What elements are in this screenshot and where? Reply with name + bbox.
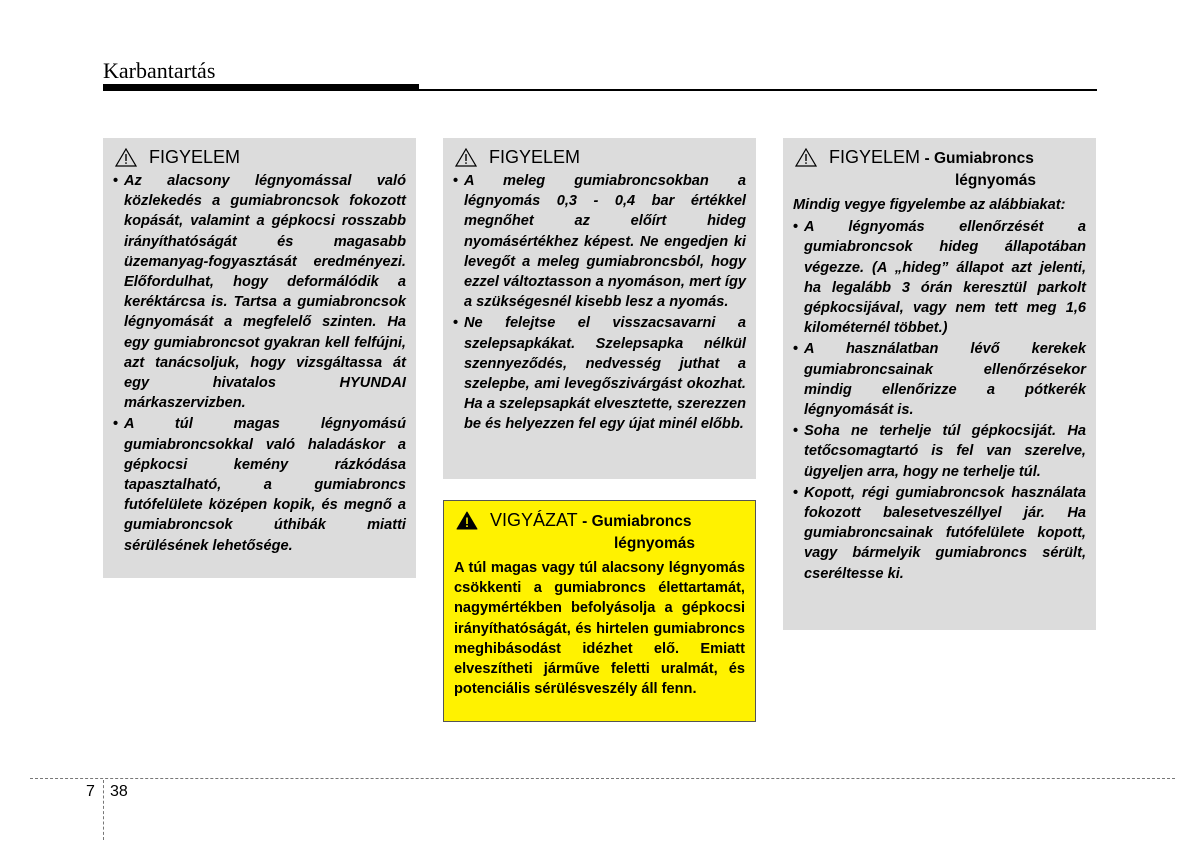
list-item: • A túl magas légnyomású gumiabroncsokkal való haladáskor a gépkocsi kemény rázkódása tapasztalható, a gumiabroncs futófelülete középen kopik, és megnő a gumiabroncsok úthibák miatti sérülésének lehetősége. <box>113 414 406 555</box>
warning-box-1-header <box>113 147 406 168</box>
footer-divider <box>30 778 1175 779</box>
list-item: • Soha ne terhelje túl gépkocsiját. Ha tetőcsomagtartó is fel van szerelve, ügyeljen arra, hogy ne terhelje túl. <box>793 421 1086 482</box>
warning-box-2-list <box>453 171 746 435</box>
caution-box-subtitle-line2: légnyomás <box>614 535 695 552</box>
warning-box-2-title: FIGYELEM <box>489 147 581 167</box>
header-rule-thick <box>103 84 419 91</box>
page-number: 38 <box>110 783 128 800</box>
warning-triangle-icon <box>115 148 137 167</box>
caution-box-title: VIGYÁZAT <box>490 510 578 530</box>
caution-box-subtitle: - Gumiabroncs <box>582 513 692 530</box>
list-item: • A légnyomás ellenőrzését a gumiabroncsok hideg állapotában végezze. (A „hideg” állapot azt jelenti, ha legalább 3 órán keresztül parkolt gépkocsijával, vagy nem tett meg 1,6 kilométernél többet.) <box>793 217 1086 338</box>
warning-box-3-header <box>793 147 1086 192</box>
warning-box-2-header <box>453 147 746 168</box>
caution-box <box>443 500 756 722</box>
header-title: Karbantartás <box>103 58 216 83</box>
list-item: • Az alacsony légnyomással való közlekedés a gumiabroncsok fokozott kopását, valamint a gépkocsi rosszabb irányíthatóságát és magasabb üzemanyag-fogyasztását eredményezi. Előfordulhat, hogy deformálódik a keréktárcsa is. Tartsa a gumiabroncsok légnyomását a megfelelő szinten. Ha egy gumiabroncsot gyakran kell felfújni, azt tanácsoljuk, hogy vizsgáltassa át egy hivatalos HYUNDAI márkaszervizben. <box>113 171 406 413</box>
list-item: • Kopott, régi gumiabroncsok használata fokozott balesetveszéllyel jár. Ha gumiabroncsainak futófelülete kopott, vagy bármelyik gumiabroncs sérült, cseréltesse ki. <box>793 483 1086 584</box>
list-item: • Ne felejtse el visszacsavarni a szelepsapkákat. Szelepsapka nélkül szennyeződés, nedvesség juthat a szelepbe, ami levegőszivárgást okozhat. Ha a szelepsapkát elvesztette, szerezzen be és helyezzen fel egy újat minél előbb. <box>453 313 746 434</box>
warning-box-3-subtitle-line2: légnyomás <box>955 172 1036 189</box>
footer-vertical-divider <box>103 780 104 840</box>
warning-box-3-list <box>793 217 1086 584</box>
warning-box-1 <box>103 138 416 578</box>
warning-box-1-title: FIGYELEM <box>149 147 241 167</box>
warning-box-3-title: FIGYELEM <box>829 147 921 167</box>
warning-box-1-list <box>113 171 406 556</box>
caution-box-header <box>454 510 745 555</box>
warning-box-3 <box>783 138 1096 630</box>
caution-triangle-icon <box>456 511 478 530</box>
list-item: • A meleg gumiabroncsokban a légnyomás 0,3 - 0,4 bar értékkel megnőhet az előírt hideg nyomásértékhez képest. Ne engedjen ki levegőt a meleg gumiabroncsból, hogy ezzel változtasson a nyomáson, mert így a szükségesnél kisebb lesz a nyomás. <box>453 171 746 312</box>
warning-box-3-intro: Mindig vegye figyelembe az alábbiakat: <box>793 197 1066 213</box>
warning-triangle-icon <box>795 148 817 167</box>
page-chapter-number: 7 <box>86 783 95 800</box>
warning-box-2 <box>443 138 756 479</box>
caution-box-text: A túl magas vagy túl alacsony légnyomás csökkenti a gumiabroncs élettartamát, nagymértékben befolyásolja a gépkocsi irányíthatóságát, és hirtelen gumiabroncs meghibásodást idézhet elő. Emiatt elveszítheti járműve feletti uralmát, és potenciális sérülésveszély áll fenn. <box>454 560 745 698</box>
warning-box-3-subtitle: - Gumiabroncs <box>924 150 1034 167</box>
header-rule-thin <box>419 89 1097 91</box>
warning-triangle-icon <box>455 148 477 167</box>
list-item: • A használatban lévő kerekek gumiabroncsainak ellenőrzésekor mindig ellenőrizze a pótkerék légnyomását is. <box>793 339 1086 420</box>
